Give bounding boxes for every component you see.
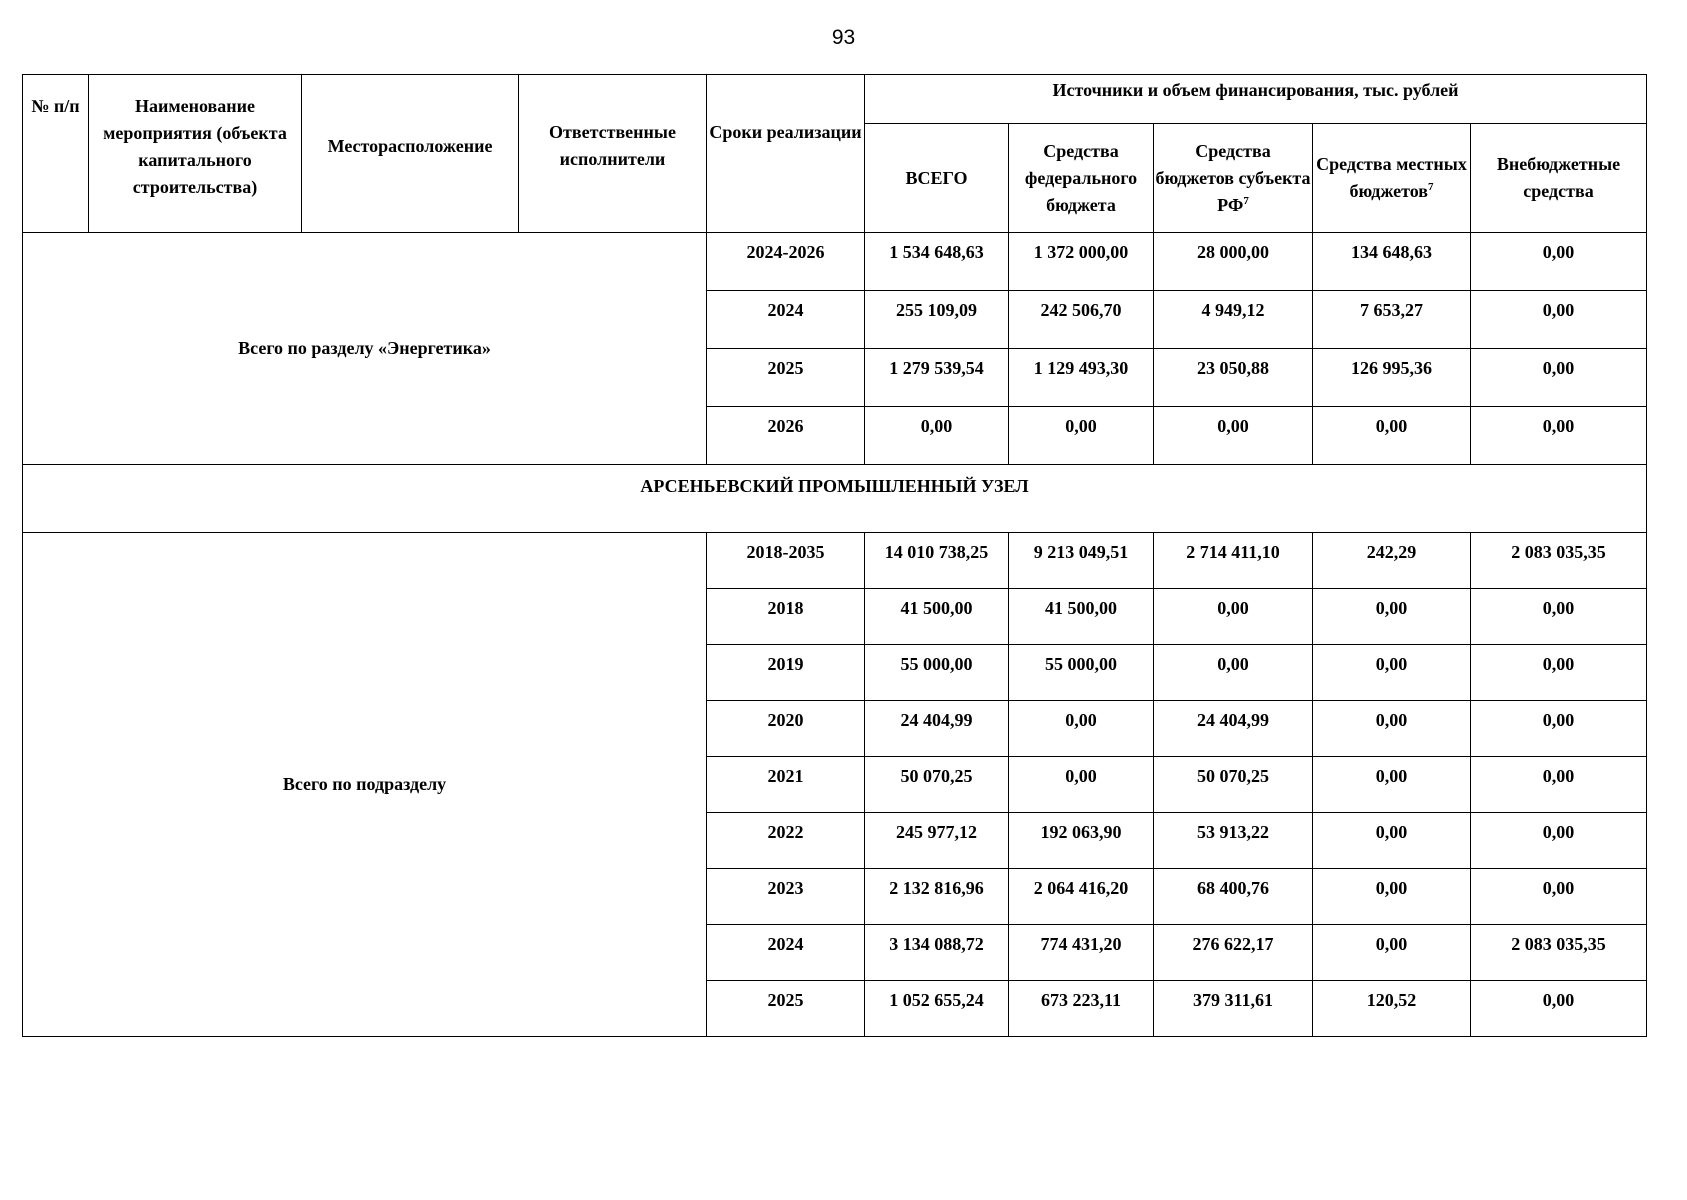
- page-number: 93: [831, 26, 856, 49]
- amount-cell: 50 070,25: [1154, 757, 1313, 813]
- table-row: [23, 533, 1647, 589]
- amount-cell: 1 372 000,00: [1009, 233, 1154, 291]
- amount-cell: 0,00: [1313, 407, 1471, 465]
- header-sources-group: Источники и объем финансирования, тыс. рублей: [865, 75, 1647, 124]
- amount-cell: 9 213 049,51: [1009, 533, 1154, 589]
- period-cell: 2023: [707, 869, 865, 925]
- amount-cell: 0,00: [1471, 757, 1647, 813]
- amount-cell: 2 083 035,35: [1471, 925, 1647, 981]
- header-num: № п/п: [23, 75, 89, 233]
- amount-cell: 0,00: [1471, 233, 1647, 291]
- amount-cell: 774 431,20: [1009, 925, 1154, 981]
- amount-cell: 0,00: [1471, 291, 1647, 349]
- period-cell: 2018: [707, 589, 865, 645]
- amount-cell: 379 311,61: [1154, 981, 1313, 1037]
- amount-cell: 0,00: [1313, 925, 1471, 981]
- amount-cell: 50 070,25: [865, 757, 1009, 813]
- amount-cell: 0,00: [1471, 349, 1647, 407]
- period-cell: 2024-2026: [707, 233, 865, 291]
- amount-cell: 0,00: [1313, 813, 1471, 869]
- header-terms: Сроки реализации: [707, 75, 865, 233]
- amount-cell: 192 063,90: [1009, 813, 1154, 869]
- amount-cell: 673 223,11: [1009, 981, 1154, 1037]
- amount-cell: 0,00: [1471, 407, 1647, 465]
- amount-cell: 120,52: [1313, 981, 1471, 1037]
- period-cell: 2020: [707, 701, 865, 757]
- period-cell: 2024: [707, 925, 865, 981]
- amount-cell: 55 000,00: [1009, 645, 1154, 701]
- subsection-total-label: Всего по подразделу: [23, 533, 707, 1037]
- financing-table: [22, 74, 1647, 1037]
- section-row: [23, 465, 1647, 533]
- amount-cell: 134 648,63: [1313, 233, 1471, 291]
- amount-cell: 24 404,99: [865, 701, 1009, 757]
- amount-cell: 0,00: [1009, 407, 1154, 465]
- amount-cell: 3 134 088,72: [865, 925, 1009, 981]
- amount-cell: 0,00: [1313, 701, 1471, 757]
- amount-cell: 2 064 416,20: [1009, 869, 1154, 925]
- amount-cell: 0,00: [1009, 701, 1154, 757]
- amount-cell: 276 622,17: [1154, 925, 1313, 981]
- amount-cell: 126 995,36: [1313, 349, 1471, 407]
- amount-cell: 0,00: [865, 407, 1009, 465]
- period-cell: 2021: [707, 757, 865, 813]
- period-cell: 2019: [707, 645, 865, 701]
- amount-cell: 23 050,88: [1154, 349, 1313, 407]
- amount-cell: 242,29: [1313, 533, 1471, 589]
- amount-cell: 2 714 411,10: [1154, 533, 1313, 589]
- amount-cell: 0,00: [1471, 869, 1647, 925]
- amount-cell: 14 010 738,25: [865, 533, 1009, 589]
- amount-cell: 7 653,27: [1313, 291, 1471, 349]
- header-location: Месторасположение: [302, 75, 519, 233]
- period-cell: 2026: [707, 407, 865, 465]
- amount-cell: 55 000,00: [865, 645, 1009, 701]
- amount-cell: 24 404,99: [1154, 701, 1313, 757]
- period-cell: 2025: [707, 349, 865, 407]
- amount-cell: 0,00: [1313, 757, 1471, 813]
- amount-cell: 1 052 655,24: [865, 981, 1009, 1037]
- amount-cell: 41 500,00: [865, 589, 1009, 645]
- amount-cell: 255 109,09: [865, 291, 1009, 349]
- amount-cell: 0,00: [1471, 701, 1647, 757]
- amount-cell: 0,00: [1154, 645, 1313, 701]
- energy-total-label: Всего по разделу «Энергетика»: [23, 233, 707, 465]
- amount-cell: 0,00: [1313, 869, 1471, 925]
- header-name: Наименование мероприятия (объекта капитального строительства): [89, 75, 302, 233]
- header-responsible: Ответственные исполнители: [519, 75, 707, 233]
- table-row: [23, 233, 1647, 291]
- amount-cell: 1 129 493,30: [1009, 349, 1154, 407]
- amount-cell: 28 000,00: [1154, 233, 1313, 291]
- amount-cell: 0,00: [1154, 407, 1313, 465]
- amount-cell: 0,00: [1471, 813, 1647, 869]
- period-cell: 2024: [707, 291, 865, 349]
- amount-cell: 245 977,12: [865, 813, 1009, 869]
- period-cell: 2025: [707, 981, 865, 1037]
- header-total: ВСЕГО: [865, 124, 1009, 233]
- amount-cell: 242 506,70: [1009, 291, 1154, 349]
- amount-cell: 0,00: [1471, 645, 1647, 701]
- header-subject: Средства бюджетов субъекта $РФ^7$: [1154, 124, 1313, 233]
- amount-cell: 2 132 816,96: [865, 869, 1009, 925]
- section-title: АРСЕНЬЕВСКИЙ ПРОМЫШЛЕННЫЙ УЗЕЛ: [23, 465, 1647, 533]
- period-cell: 2018-2035: [707, 533, 865, 589]
- amount-cell: 0,00: [1471, 589, 1647, 645]
- amount-cell: 2 083 035,35: [1471, 533, 1647, 589]
- amount-cell: 0,00: [1313, 645, 1471, 701]
- amount-cell: 4 949,12: [1154, 291, 1313, 349]
- amount-cell: 0,00: [1154, 589, 1313, 645]
- header-local: Средства местных бюджетов$^7$: [1313, 124, 1471, 233]
- amount-cell: 68 400,76: [1154, 869, 1313, 925]
- amount-cell: 41 500,00: [1009, 589, 1154, 645]
- period-cell: 2022: [707, 813, 865, 869]
- amount-cell: 0,00: [1313, 589, 1471, 645]
- header-federal: Средства федерального бюджета: [1009, 124, 1154, 233]
- amount-cell: 1 279 539,54: [865, 349, 1009, 407]
- amount-cell: 53 913,22: [1154, 813, 1313, 869]
- amount-cell: 1 534 648,63: [865, 233, 1009, 291]
- amount-cell: 0,00: [1009, 757, 1154, 813]
- header-extrabudget: Внебюджетные средства: [1471, 124, 1647, 233]
- amount-cell: 0,00: [1471, 981, 1647, 1037]
